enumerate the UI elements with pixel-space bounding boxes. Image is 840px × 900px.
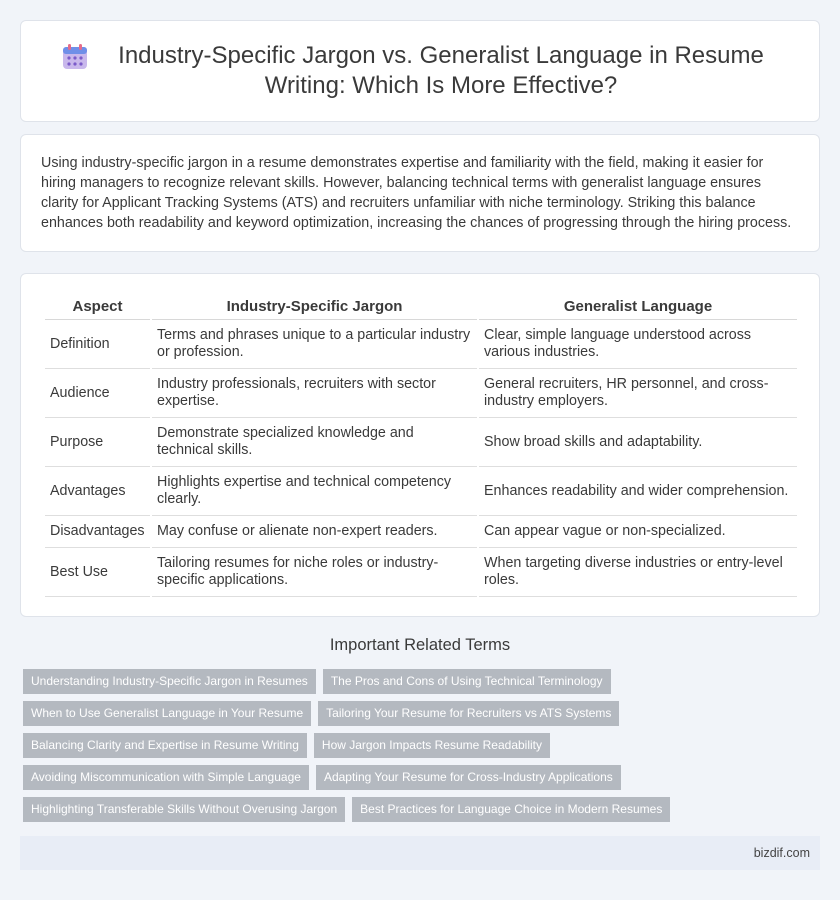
column-header-generalist: Generalist Language [479, 294, 797, 320]
related-term-link[interactable]: Balancing Clarity and Expertise in Resume Writing [23, 733, 307, 758]
calendar-icon [61, 43, 89, 71]
generalist-cell: Can appear vague or non-specialized. [479, 516, 797, 548]
table-row [45, 369, 797, 418]
generalist-cell: Show broad skills and adaptability. [479, 418, 797, 467]
intro-paragraph: Using industry-specific jargon in a resume demonstrates expertise and familiarity with the field, making it easier for hiring managers to recognize relevant skills. However, balancing technical terms with generalist language ensures clarity for Applicant Tracking Systems (ATS) and recruiters unfamiliar with niche terminology. Striking this balance enhances both readability and keyword optimization, increasing the chances of progressing through the hiring process. [41, 155, 792, 231]
related-term-link[interactable]: Highlighting Transferable Skills Without Overusing Jargon [23, 797, 345, 822]
jargon-cell: Highlights expertise and technical competency clearly. [152, 467, 477, 516]
comparison-table-card [20, 273, 820, 617]
comparison-table [43, 294, 799, 597]
related-terms-heading: Important Related Terms [329, 636, 511, 654]
table-row [45, 516, 797, 548]
intro-card [20, 134, 820, 252]
aspect-cell: Audience [45, 369, 150, 418]
related-term-link[interactable]: Best Practices for Language Choice in Modern Resumes [352, 797, 670, 822]
aspect-cell: Disadvantages [45, 516, 150, 548]
table-row [45, 548, 797, 597]
footer [20, 836, 820, 870]
related-term-link[interactable]: When to Use Generalist Language in Your Resume [23, 701, 311, 726]
related-term-link[interactable]: Understanding Industry-Specific Jargon in Resumes [23, 669, 316, 694]
column-header-jargon: Industry-Specific Jargon [152, 294, 477, 320]
related-term-link[interactable]: Avoiding Miscommunication with Simple Language [23, 765, 309, 790]
related-terms-list [23, 669, 823, 829]
table-row [45, 467, 797, 516]
aspect-cell: Advantages [45, 467, 150, 516]
related-term-link[interactable]: How Jargon Impacts Resume Readability [314, 733, 550, 758]
aspect-cell: Purpose [45, 418, 150, 467]
jargon-cell: Terms and phrases unique to a particular industry or profession. [152, 320, 477, 369]
title-card [20, 20, 820, 122]
jargon-cell: May confuse or alienate non-expert readers. [152, 516, 477, 548]
aspect-cell: Best Use [45, 548, 150, 597]
related-term-link[interactable]: Tailoring Your Resume for Recruiters vs ATS Systems [318, 701, 619, 726]
page-title: Industry-Specific Jargon vs. Generalist Language in Resume Writing: Which Is More Effective? [118, 42, 764, 99]
column-header-aspect: Aspect [45, 294, 150, 320]
jargon-cell: Demonstrate specialized knowledge and technical skills. [152, 418, 477, 467]
footer-site-link[interactable]: bizdif.com [753, 846, 810, 860]
generalist-cell: Enhances readability and wider comprehension. [479, 467, 797, 516]
related-term-link[interactable]: Adapting Your Resume for Cross-Industry Applications [316, 765, 621, 790]
jargon-cell: Industry professionals, recruiters with sector expertise. [152, 369, 477, 418]
generalist-cell: Clear, simple language understood across various industries. [479, 320, 797, 369]
table-row [45, 418, 797, 467]
aspect-cell: Definition [45, 320, 150, 369]
jargon-cell: Tailoring resumes for niche roles or industry-specific applications. [152, 548, 477, 597]
table-row [45, 320, 797, 369]
generalist-cell: When targeting diverse industries or entry-level roles. [479, 548, 797, 597]
related-term-link[interactable]: The Pros and Cons of Using Technical Terminology [323, 669, 611, 694]
generalist-cell: General recruiters, HR personnel, and cross-industry employers. [479, 369, 797, 418]
